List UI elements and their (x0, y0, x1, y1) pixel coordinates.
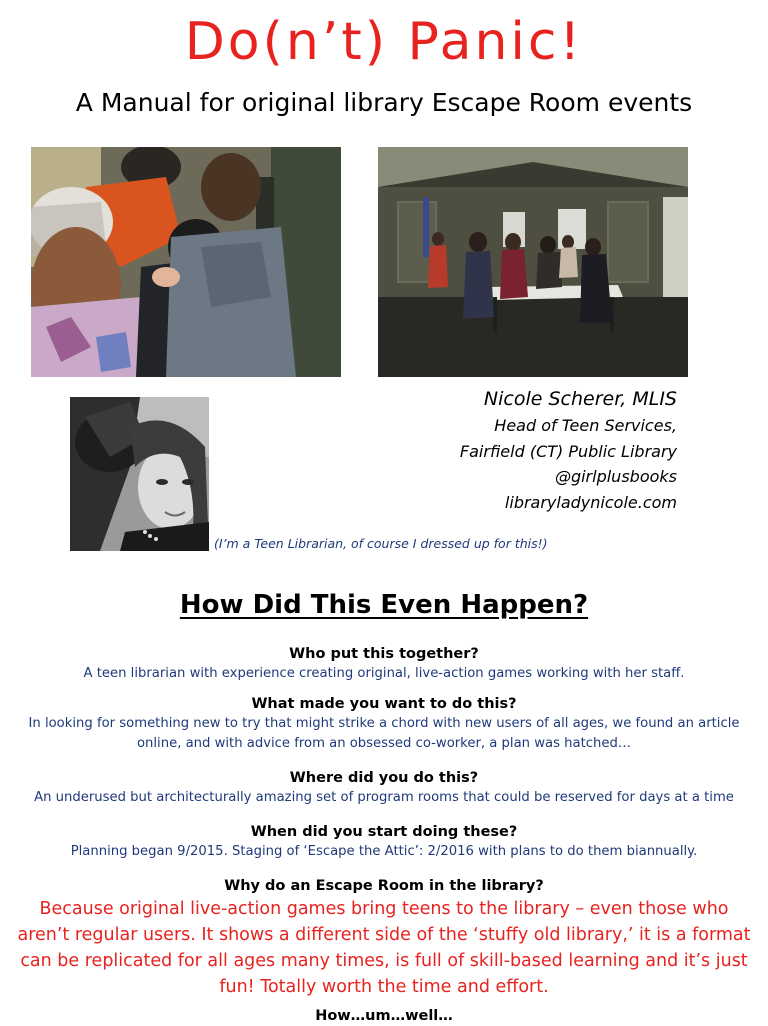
qa-answer: Planning began 9/2015. Staging of ‘Escape the Attic’: 2/2016 with plans to do them biannually. (70, 844, 698, 859)
qa-question: When did you start doing these? (250, 824, 518, 840)
qa-answer: In looking for something new to try that might strike a chord with new users of all ages, we found an article online, and with advice from an obsessed co-worker, a plan was hatched… (28, 716, 740, 751)
qa-question: How…um…well… (315, 1008, 453, 1024)
author-role: Head of Teen Services, (494, 416, 677, 435)
portrait-caption: (I’m a Teen Librarian, of course I dressed up for this!) (214, 536, 548, 551)
qa-question: Who put this together? (289, 646, 479, 662)
qa-item-where (0, 768, 768, 808)
qa-answer: A teen librarian with experience creating original, live-action games working with her staff. (83, 666, 685, 681)
qa-answer: An underused but architecturally amazing set of program rooms that could be reserved for days at a time (34, 790, 734, 805)
author-credits (380, 385, 677, 515)
author-website: libraryladynicole.com (504, 492, 677, 512)
author-name: Nicole Scherer, MLIS (483, 388, 677, 410)
author-handle: @girlplusbooks (554, 467, 677, 486)
qa-question: Where did you do this? (289, 770, 479, 786)
photo-teens-solving-puzzle (31, 147, 341, 377)
photo-author-portrait (70, 397, 209, 551)
photo-escape-room-event (378, 147, 688, 377)
qa-item-when (0, 822, 768, 862)
qa-question: Why do an Escape Room in the library? (224, 878, 544, 894)
qa-item-how (0, 1006, 768, 1026)
qa-question: What made you want to do this? (251, 696, 517, 712)
qa-item-why-want (0, 694, 768, 754)
section-heading: How Did This Even Happen? (179, 590, 589, 620)
author-library: Fairfield (CT) Public Library (459, 441, 677, 461)
qa-item-why-library (0, 876, 768, 1000)
qa-item-who (0, 644, 768, 684)
qa-answer: Because original live-action games bring teens to the library – even those who aren’t regular users. It shows a different side of the ‘stuffy old library,’ it is a format can be replicated for all ages many times, is full of skill-based learning and it’s just fun! Totally worth the time and effort. (17, 899, 751, 997)
page-subtitle: A Manual for original library Escape Room events (75, 88, 693, 117)
page-title: Do(n’t) Panic! (184, 12, 584, 72)
